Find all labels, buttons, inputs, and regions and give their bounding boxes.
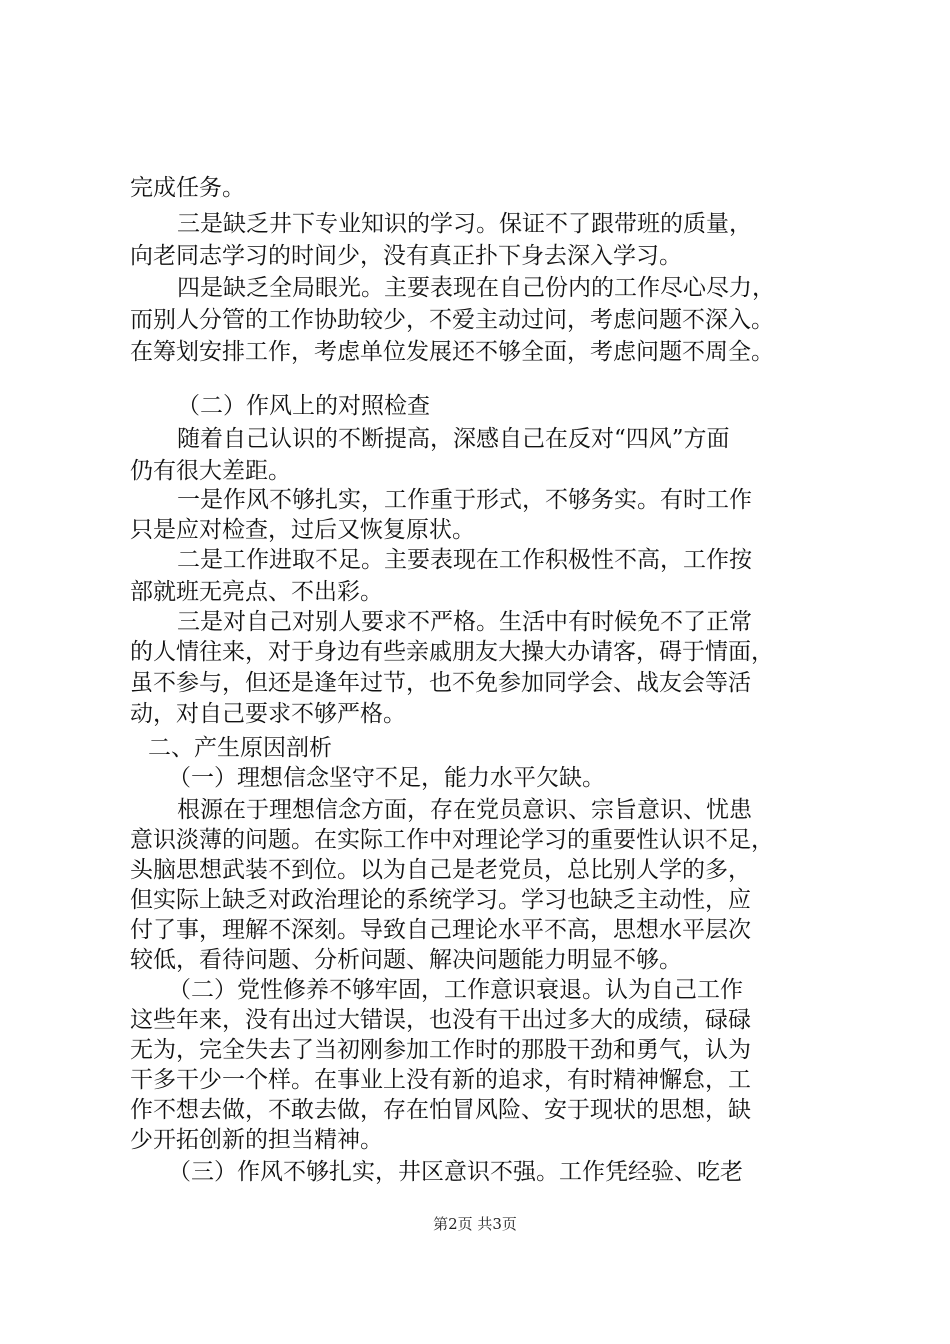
subsection-heading: （三）作风不够扎实，井区意识不强。工作凭经验、吃老 [168,1159,743,1185]
text-line: 随着自己认识的不断提高，深感自己在反对“四风”方面 [177,426,730,452]
text-line: 无为，完全失去了当初刚参加工作时的那股干劲和勇气，认为 [130,1037,751,1063]
text-line: 但实际上缺乏对政治理论的系统学习。学习也缺乏主动性，应 [130,887,751,913]
text-line: 少开拓创新的担当精神。 [130,1127,383,1153]
section-heading: （二）作风上的对照检查 [177,393,430,419]
text-line: 而别人分管的工作协助较少，不爱主动过问，考虑问题不深入。 [130,307,774,333]
text-line: 头脑思想武装不到位。以为自己是老党员，总比别人学的多， [130,857,751,883]
text-line: 这些年来，没有出过大错误，也没有干出过多大的成绩，碌碌 [130,1007,751,1033]
text-line: 二是工作进取不足。主要表现在工作积极性不高，工作按 [177,547,752,573]
text-line: 的人情往来，对于身边有些亲戚朋友大操大办请客，碍于情面， [130,639,774,665]
text-line: 动，对自己要求不够严格。 [130,701,406,727]
text-line: 向老同志学习的时间少，没有真正扑下身去深入学习。 [130,243,682,269]
section-heading: 二、产生原因剖析 [148,735,332,761]
text-line: 干多干少一个样。在事业上没有新的追求，有时精神懈怠，工 [130,1067,751,1093]
text-line: 仍有很大差距。 [130,458,291,484]
subsection-heading: （一）理想信念坚守不足，能力水平欠缺。 [168,765,605,791]
text-line: 完成任务。 [130,175,245,201]
text-line: 三是缺乏井下专业知识的学习。保证不了跟带班的质量， [177,211,752,237]
page-number-footer: 第2页 共3页 [433,1215,517,1233]
text-line: 四是缺乏全局眼光。主要表现在自己份内的工作尽心尽力， [177,275,775,301]
text-line: 根源在于理想信念方面，存在党员意识、宗旨意识、忧患 [177,797,752,823]
text-line: 只是应对检查，过后又恢复原状。 [130,517,475,543]
subsection-heading: （二）党性修养不够牢固，工作意识衰退。认为自己工作 [168,977,743,1003]
text-line: 意识淡薄的问题。在实际工作中对理论学习的重要性认识不足， [130,827,774,853]
text-line: 三是对自己对别人要求不严格。生活中有时候免不了正常 [177,609,752,635]
text-line: 作不想去做，不敢去做，存在怕冒风险、安于现状的思想，缺 [130,1097,751,1123]
text-line: 虽不参与，但还是逢年过节，也不免参加同学会、战友会等活 [130,670,751,696]
text-line: 一是作风不够扎实，工作重于形式，不够务实。有时工作 [177,487,752,513]
text-line: 部就班无亮点、不出彩。 [130,579,383,605]
text-line: 较低，看待问题、分析问题、解决问题能力明显不够。 [130,947,682,973]
text-line: 在筹划安排工作，考虑单位发展还不够全面，考虑问题不周全。 [130,339,774,365]
text-line: 付了事，理解不深刻。导致自己理论水平不高，思想水平层次 [130,917,751,943]
